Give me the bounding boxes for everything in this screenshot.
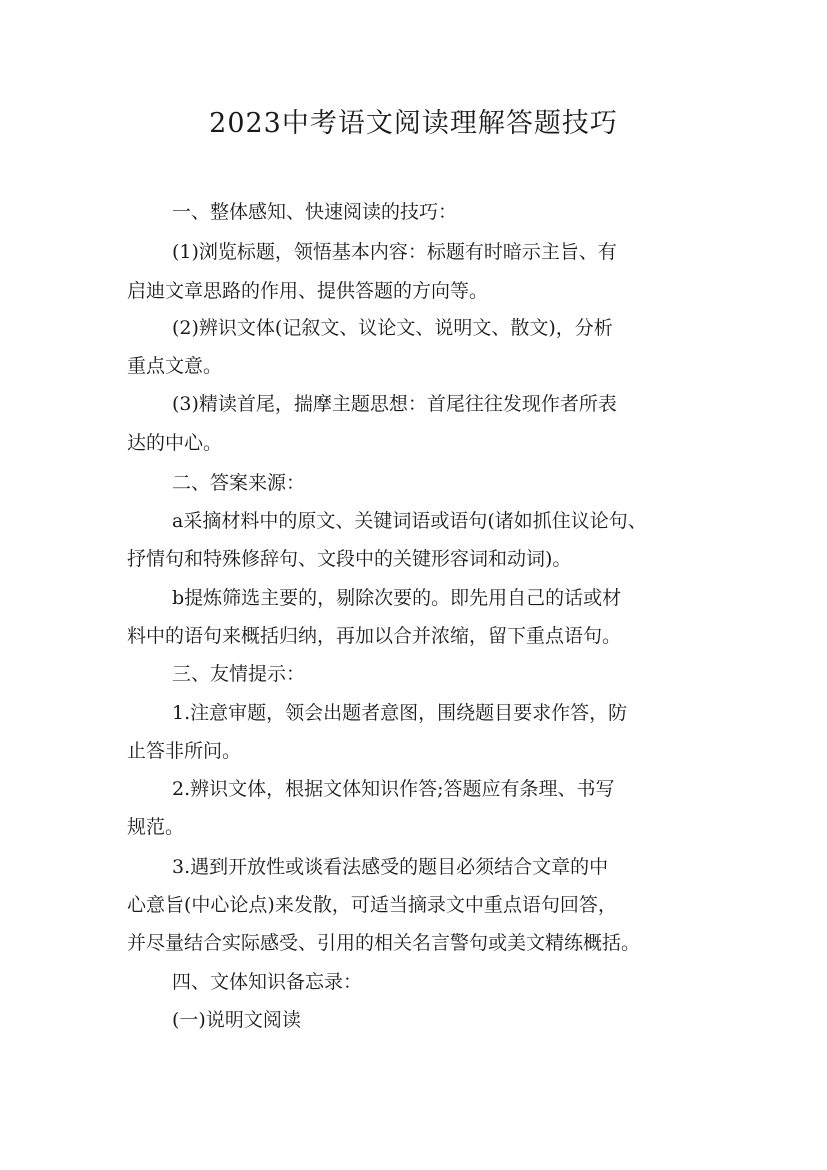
paragraph-line: 达的中心。 xyxy=(127,432,223,454)
paragraph-line: (3)精读首尾，揣摩主题思想：首尾往往发现作者所表 xyxy=(172,393,617,415)
paragraph-line: (1)浏览标题，领悟基本内容：标题有时暗示主旨、有 xyxy=(172,241,617,263)
paragraph-line: 启迪文章思路的作用、提供答题的方向等。 xyxy=(127,280,489,302)
paragraph-line: 规范。 xyxy=(127,816,185,838)
paragraph-line: 2.辨识文体，根据文体知识作答;答题应有条理、书写 xyxy=(172,778,615,800)
paragraph-line: 料中的语句来概括归纳，再加以合并浓缩，留下重点语句。 xyxy=(127,625,622,647)
paragraph-line: 心意旨(中心论点)来发散，可适当摘录文中重点语句回答， xyxy=(127,894,617,916)
paragraph-line: 止答非所问。 xyxy=(127,740,242,762)
paragraph-line: a采摘材料中的原文、关键词语或语句(诸如抓住议论句、 xyxy=(172,510,647,532)
heading-3: 三、友情提示： xyxy=(172,663,306,685)
subheading: (一)说明文阅读 xyxy=(172,1009,301,1031)
paragraph-line: b提炼筛选主要的，剔除次要的。即先用自己的话或材 xyxy=(172,587,622,609)
paragraph-line: 重点文意。 xyxy=(127,355,223,377)
heading-1: 一、整体感知、快速阅读的技巧： xyxy=(172,201,458,223)
heading-2: 二、答案来源： xyxy=(172,472,306,494)
paragraph-line: (2)辨识文体(记叙文、议论文、说明文、散文)，分析 xyxy=(172,317,613,339)
paragraph-line: 并尽量结合实际感受、引用的相关名言警句或美文精练概括。 xyxy=(127,932,641,954)
paragraph-line: 1.注意审题，领会出题者意图，围绕题目要求作答，防 xyxy=(172,702,628,724)
document-title: 2023中考语文阅读理解答题技巧 xyxy=(209,108,618,139)
heading-4: 四、文体知识备忘录： xyxy=(172,971,363,993)
paragraph-line: 抒情句和特殊修辞句、文段中的关键形容词和动词)。 xyxy=(127,548,572,570)
paragraph-line: 3.遇到开放性或谈看法感受的题目必须结合文章的中 xyxy=(172,856,609,878)
